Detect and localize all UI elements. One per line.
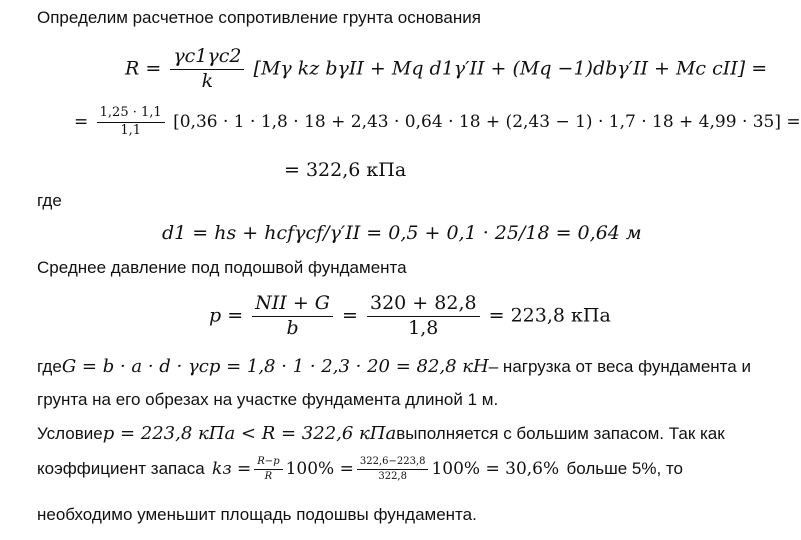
substitution-frac-num: 1,25 · 1,1 (97, 106, 165, 123)
formula-r-frac-den: k (201, 69, 214, 92)
formula-r-fraction (170, 46, 244, 93)
heading-bearing-resistance: Определим расчетное сопротивление грунта основания (37, 8, 481, 27)
para3-pct2: 100% = 30,6% (431, 459, 560, 479)
para3-frac1-num: R−p (254, 456, 282, 470)
formula-p-frac1-num: NII + G (252, 293, 333, 317)
formula-r-lhs: R = (125, 57, 162, 80)
para3-fraction-2 (357, 456, 429, 482)
formula-p-fraction-2 (367, 293, 480, 340)
where-label-1: где (37, 191, 62, 210)
para3-frac1-den: R (264, 470, 273, 482)
substitution-fraction (97, 106, 165, 139)
paragraph-condition (37, 423, 725, 444)
formula-p-rhs: = 223,8 кПа (488, 304, 611, 327)
para3-fraction-1 (254, 456, 282, 482)
formula-p-frac2-num: 320 + 82,8 (367, 293, 480, 317)
formula-p-lhs: p = (209, 304, 244, 327)
paragraph-foundation-weight (37, 356, 751, 377)
para3-formula (212, 456, 559, 482)
para3-k: kз = (212, 459, 252, 479)
formula-p-fraction-1 (252, 293, 333, 340)
formula-p-eq1: = (342, 304, 358, 327)
formula-d1: d1 = hs + hcfγcf/γ′II = 0,5 + 0,1 · 25/18 = 0,64 м (162, 222, 642, 244)
formula-r-frac-num: γc1γc2 (170, 46, 244, 70)
substitution-frac-den: 1,1 (120, 122, 142, 138)
para3-t2: больше 5%, то (566, 459, 683, 478)
para3-frac2-den: 322,8 (378, 470, 407, 482)
formula-p-frac2-den: 1,8 (408, 316, 439, 339)
para1-formula-g: G = b · a · d · γср = 1,8 · 1 · 2,3 · 20 = 82,8 кН (61, 356, 489, 377)
formula-p-frac1-den: b (286, 316, 299, 339)
substitution-body: [0,36 · 1 · 1,8 · 18 + 2,43 · 0,64 · 18 + (2,43 − 1) · 1,7 · 18 + 4,99 · 35] = (173, 111, 801, 132)
formula-r-body: [Mγ kz bγII + Mq d1γ′II + (Mq −1)dbγ′II + Mc cII] = (253, 57, 768, 80)
para3-pct1: 100% = (285, 459, 354, 479)
result-r: = 322,6 кПа (284, 159, 407, 181)
formula-r-substitution (74, 106, 801, 139)
para2-t2: выполняется с большим запасом. Так как (396, 424, 725, 443)
substitution-eq: = (74, 111, 89, 132)
para1-prefix: где (37, 357, 62, 376)
formula-p (209, 293, 611, 340)
para2-formula: p = 223,8 кПа < R = 322,6 кПа (102, 423, 397, 444)
para2-t1: Условие (37, 424, 103, 443)
para3-frac2-num: 322,6−223,8 (357, 456, 429, 470)
paragraph-safety-factor (37, 456, 683, 482)
paragraph-conclusion: необходимо уменьшит площадь подошвы фундамента. (37, 505, 477, 524)
paragraph-foundation-weight-line2: грунта на его обрезах на участке фундамента длиной 1 м. (37, 390, 499, 409)
para1-suffix: – нагрузка от веса фундамента и (488, 357, 751, 376)
formula-r (125, 46, 767, 93)
para3-t1: коэффициент запаса (37, 459, 205, 478)
heading-average-pressure: Среднее давление под подошвой фундамента (37, 258, 407, 277)
